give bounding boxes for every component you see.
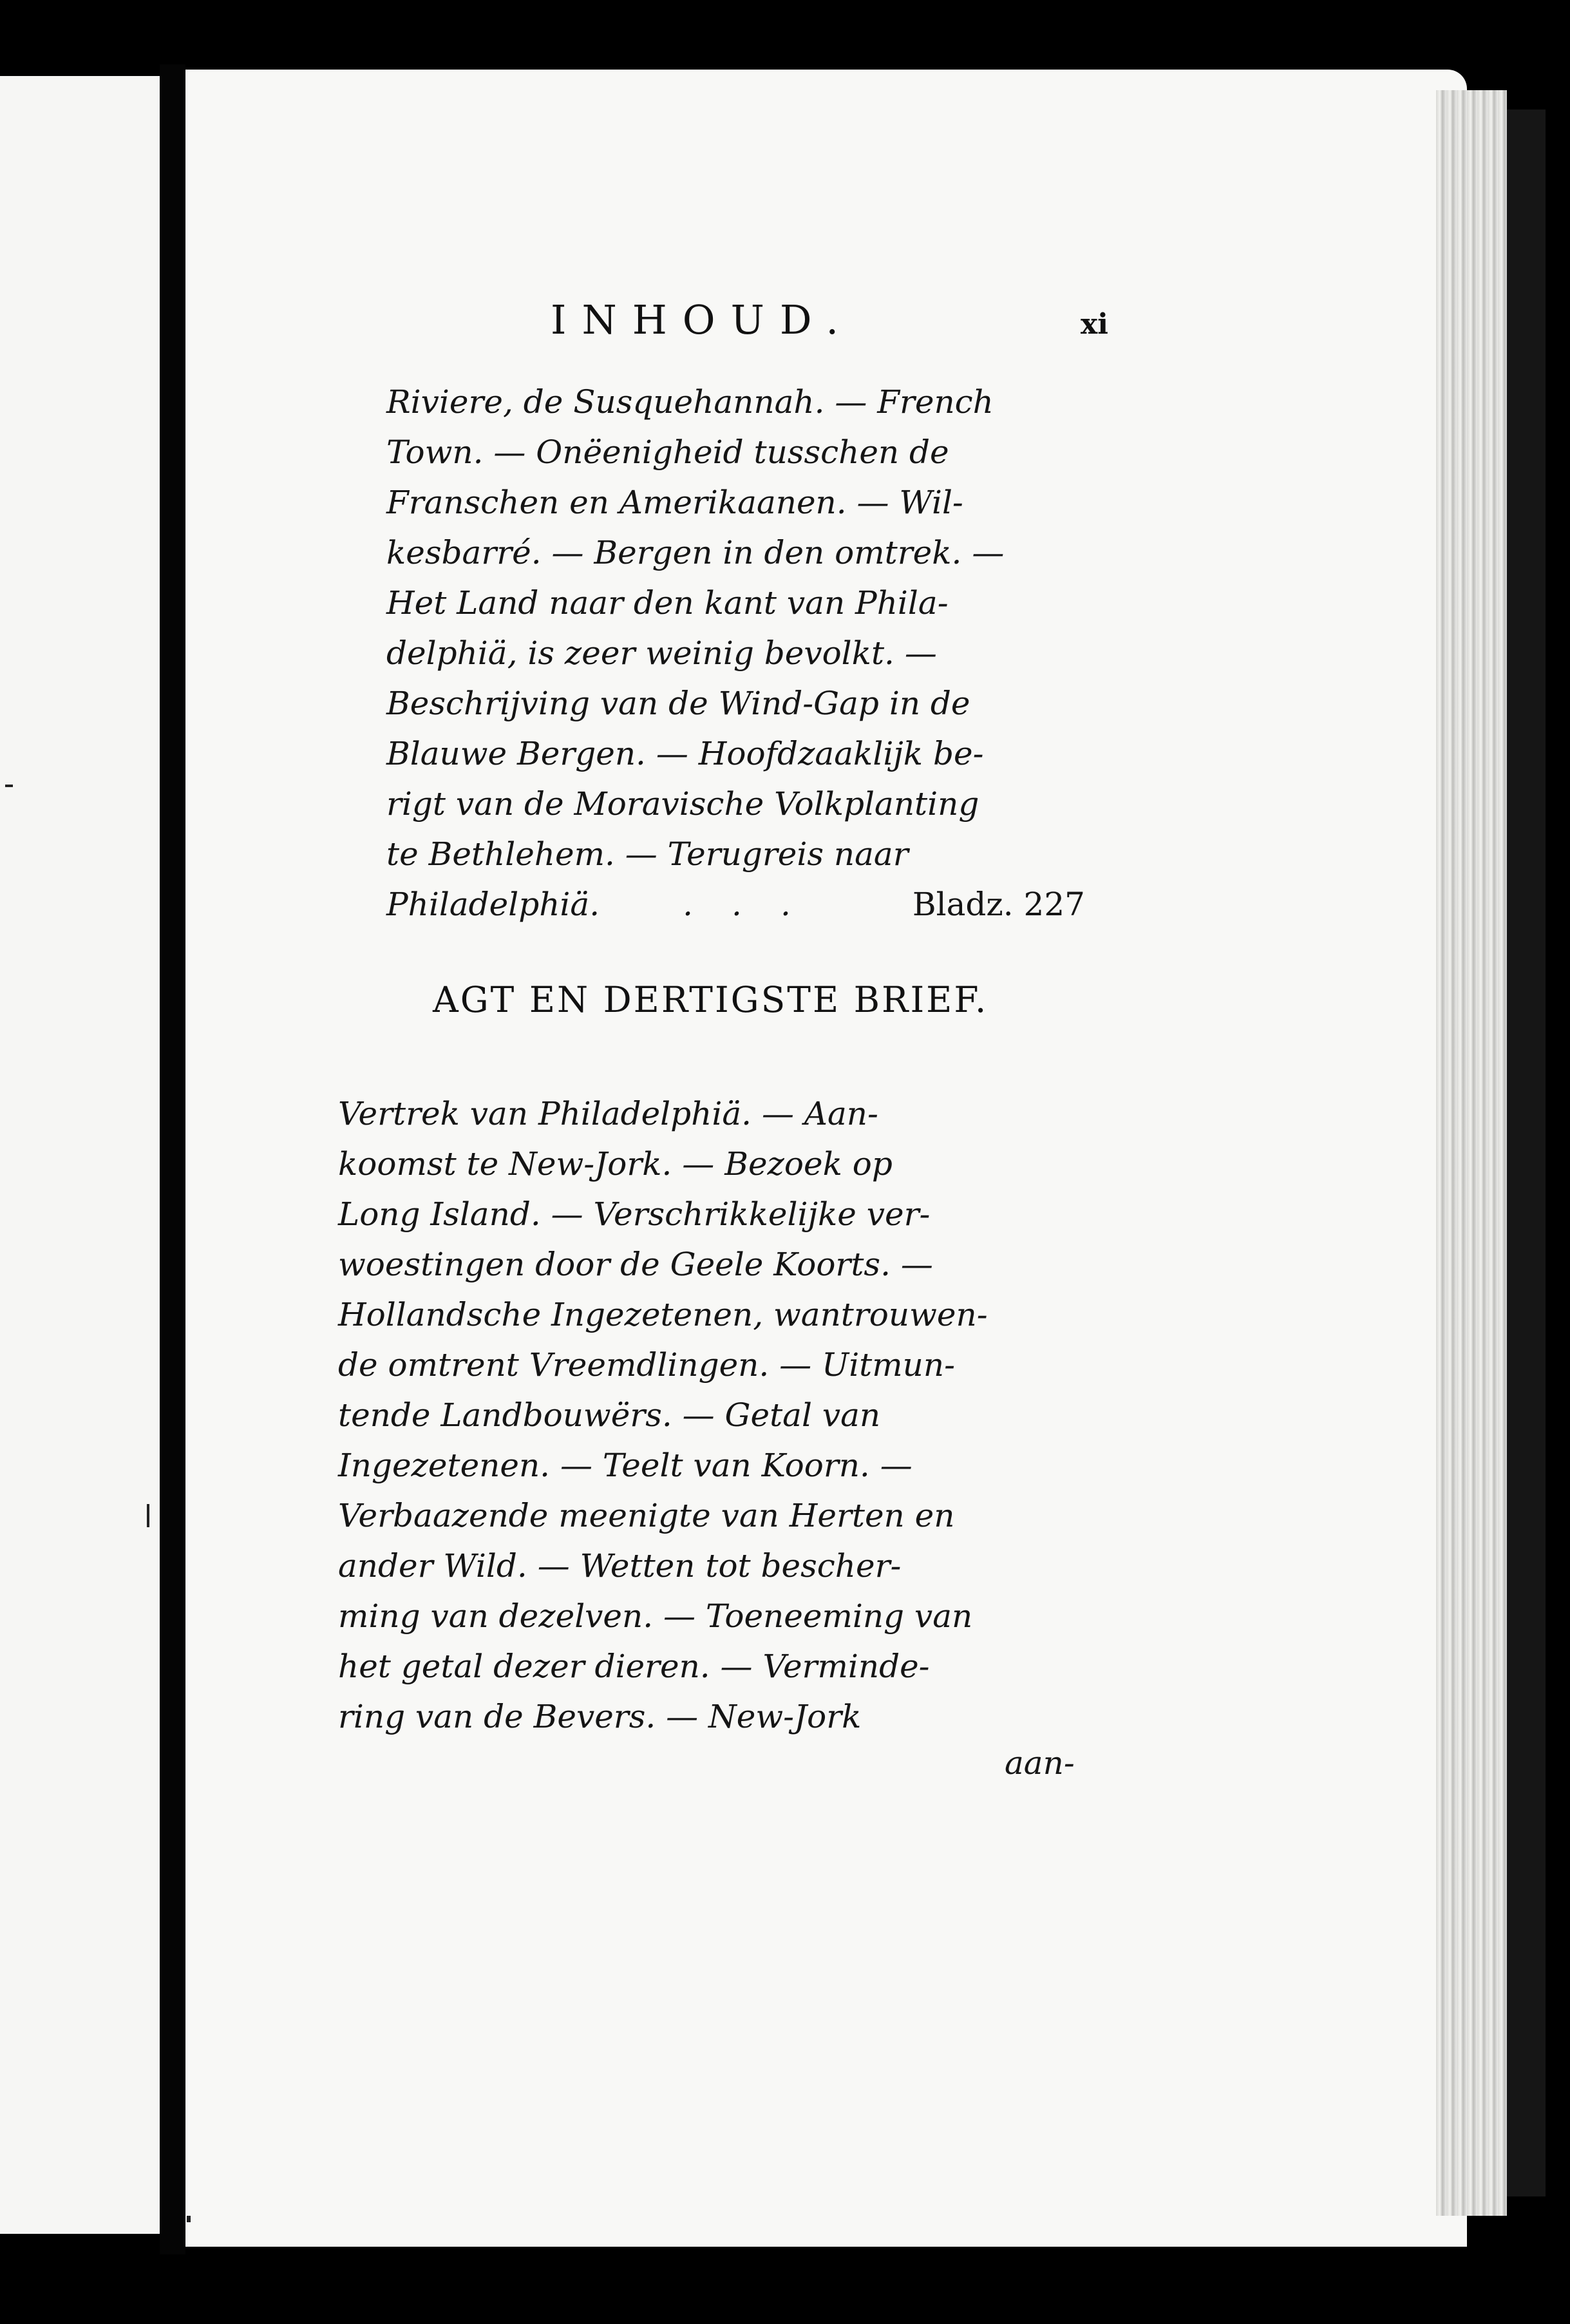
entry-last-line: Philadelphiä.: [386, 886, 600, 923]
entry-line: woestingen door de Geele Koorts. —: [338, 1246, 933, 1283]
page-reference: Bladz. 227: [912, 886, 1085, 923]
entry-line: kesbarré. — Bergen in den omtrek. —: [386, 534, 1005, 571]
entry-reference-line: [386, 879, 1085, 929]
left-page-edge: [0, 76, 160, 2234]
page-number: xi: [1081, 308, 1108, 341]
page-header: INHOUD.: [551, 296, 855, 343]
scan-speck: [187, 2216, 191, 2222]
entry-line: Town. — Onëenigheid tusschen de: [386, 433, 949, 471]
entry-line: koomst te New-Jork. — Bezoek op: [338, 1145, 893, 1183]
entry-line: te Bethlehem. — Terugreis naar: [386, 835, 909, 873]
contents-entry-1: [386, 377, 1085, 929]
contents-entry-2: [338, 1089, 1021, 1742]
chapter-title: AGT EN DERTIGSTE BRIEF.: [433, 979, 988, 1020]
entry-line: Franschen en Amerikaanen. — Wil-: [386, 484, 963, 521]
entry-line: Ingezetenen. — Teelt van Koorn. —: [338, 1447, 913, 1484]
entry-line: ring van de Bevers. — New-Jork: [338, 1698, 862, 1735]
scan-speck: [5, 785, 13, 787]
entry-line: Long Island. — Verschrikkelijke ver-: [338, 1195, 931, 1233]
book-edge-shadow: [1507, 110, 1546, 2196]
entry-line: delphiä, is zeer weinig bevolkt. —: [386, 634, 937, 672]
page-fore-edge: [1436, 90, 1507, 2216]
catchword: aan-: [1005, 1744, 1075, 1782]
scan-speck: [147, 1504, 149, 1527]
entry-line: Vertrek van Philadelphiä. — Aan-: [338, 1095, 878, 1132]
entry-line: Blauwe Bergen. — Hoofdzaaklijk be-: [386, 735, 984, 772]
dot-leader: ...: [683, 886, 829, 923]
entry-line: rigt van de Moravische Volkplanting: [386, 785, 979, 823]
entry-line: tende Landbouwërs. — Getal van: [338, 1396, 881, 1434]
entry-line: Riviere, de Susquehannah. — French: [386, 383, 994, 421]
entry-line: ander Wild. — Wetten tot bescher-: [338, 1547, 902, 1585]
entry-line: Het Land naar den kant van Phila-: [386, 584, 949, 622]
entry-line: Beschrijving van de Wind-Gap in de: [386, 685, 970, 722]
entry-line: ming van dezelven. — Toeneeming van: [338, 1597, 973, 1635]
entry-line: Verbaazende meenigte van Herten en: [338, 1497, 955, 1534]
entry-line: Hollandsche Ingezetenen, wantrouwen-: [338, 1296, 988, 1333]
book-gutter: [160, 64, 185, 2254]
entry-line: het getal dezer dieren. — Verminde-: [338, 1648, 930, 1685]
entry-line: de omtrent Vreemdlingen. — Uitmun-: [338, 1346, 955, 1384]
